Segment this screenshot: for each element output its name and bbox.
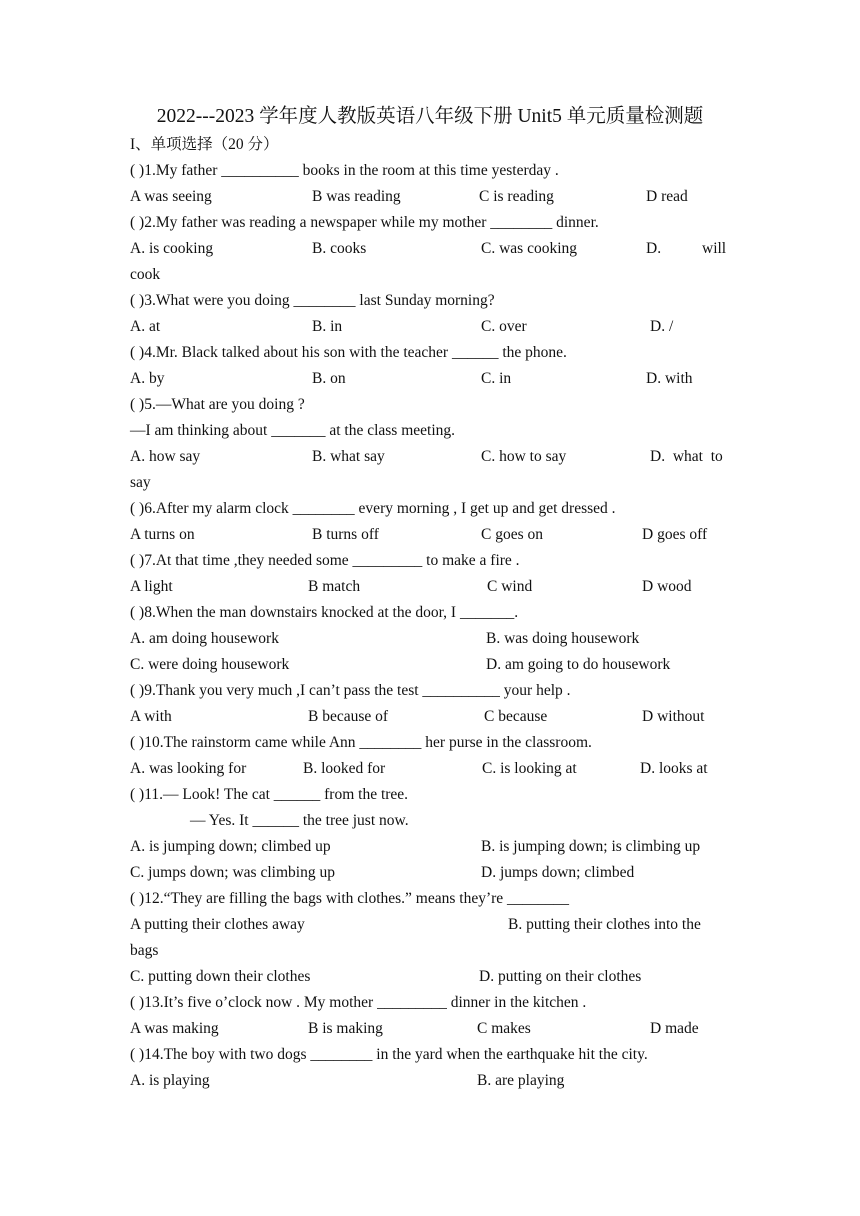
question-12-option-c: C. putting down their clothes <box>130 968 311 985</box>
question-6-option-a: A turns on <box>130 526 195 543</box>
question-2-stem: ( )2.My father was reading a newspaper while my mother ________ dinner. <box>130 214 599 231</box>
question-14-option-a: A. is playing <box>130 1072 210 1089</box>
question-2-option-d-label: D. <box>646 240 662 257</box>
question-13-option-c: C makes <box>477 1020 531 1037</box>
question-2-option-d-text: will <box>702 240 727 257</box>
question-10-option-a: A. was looking for <box>130 760 247 777</box>
question-13-option-a: A was making <box>130 1020 219 1037</box>
question-6-option-b: B turns off <box>312 526 379 543</box>
question-11-option-c: C. jumps down; was climbing up <box>130 864 335 881</box>
question-11-stem-reply: — Yes. It ______ the tree just now. <box>190 812 409 829</box>
question-2-option-d-text-cont: cook <box>130 266 161 283</box>
question-7-option-c: C wind <box>487 578 533 595</box>
question-8-option-a: A. am doing housework <box>130 630 279 647</box>
question-5-option-c: C. how to say <box>481 448 567 465</box>
question-1-option-d: D read <box>646 188 688 205</box>
question-2-option-b: B. cooks <box>312 240 367 257</box>
question-9-option-a: A with <box>130 708 172 725</box>
question-10-option-b: B. looked for <box>303 760 386 777</box>
question-4-option-a: A. by <box>130 370 165 387</box>
question-10-stem: ( )10.The rainstorm came while Ann ________ her purse in the classroom. <box>130 734 592 751</box>
question-4-option-d: D. with <box>646 370 693 387</box>
question-10-option-d: D. looks at <box>640 760 708 777</box>
question-10-option-c: C. is looking at <box>482 760 577 777</box>
question-13-stem: ( )13.It’s five o’clock now . My mother _________ dinner in the kitchen . <box>130 994 587 1011</box>
question-3-stem: ( )3.What were you doing ________ last Sunday morning? <box>130 292 495 309</box>
question-12-option-a: A putting their clothes away <box>130 916 305 933</box>
question-9-stem: ( )9.Thank you very much ,I can’t pass the test __________ your help . <box>130 682 571 699</box>
question-6-option-d: D goes off <box>642 526 708 543</box>
question-8-option-b: B. was doing housework <box>486 630 640 647</box>
question-6-stem: ( )6.After my alarm clock ________ every morning , I get up and get dressed . <box>130 500 616 517</box>
question-12-option-b-cont: bags <box>130 942 159 959</box>
question-8-stem: ( )8.When the man downstairs knocked at the door, I _______. <box>130 604 519 621</box>
question-1-option-b: B was reading <box>312 188 401 205</box>
question-4-stem: ( )4.Mr. Black talked about his son with the teacher ______ the phone. <box>130 344 567 361</box>
question-3-option-b: B. in <box>312 318 343 335</box>
question-5-stem: ( )5.—What are you doing ? <box>130 396 305 413</box>
question-11-option-a: A. is jumping down; climbed up <box>130 838 331 855</box>
question-9-option-b: B because of <box>308 708 389 725</box>
question-5-option-b: B. what say <box>312 448 385 465</box>
question-7-option-d: D wood <box>642 578 692 595</box>
question-7-option-b: B match <box>308 578 361 595</box>
question-12-stem: ( )12.“They are filling the bags with clothes.” means they’re ________ <box>130 890 570 907</box>
question-14-option-b: B. are playing <box>477 1072 565 1089</box>
question-11-option-b: B. is jumping down; is climbing up <box>481 838 701 855</box>
page-title: 2022---2023 学年度人教版英语八年级下册 Unit5 单元质量检测题 <box>156 106 704 127</box>
question-2-option-c: C. was cooking <box>481 240 578 257</box>
question-7-option-a: A light <box>130 578 173 595</box>
question-5-stem-reply: —I am thinking about _______ at the class meeting. <box>130 422 456 439</box>
section-heading: I、单项选择（20 分） <box>130 136 279 153</box>
question-3-option-a: A. at <box>130 318 161 335</box>
question-13-option-d: D made <box>650 1020 699 1037</box>
question-3-option-c: C. over <box>481 318 527 335</box>
question-5-option-d-cont: say <box>130 474 151 491</box>
question-9-option-d: D without <box>642 708 705 725</box>
question-1-stem: ( )1.My father __________ books in the room at this time yesterday . <box>130 162 559 179</box>
question-14-stem: ( )14.The boy with two dogs ________ in the yard when the earthquake hit the city. <box>130 1046 648 1063</box>
question-6-option-c: C goes on <box>481 526 543 543</box>
question-3-option-d: D. / <box>650 318 674 335</box>
question-4-option-c: C. in <box>481 370 512 387</box>
question-12-option-d: D. putting on their clothes <box>479 968 642 985</box>
question-11-stem: ( )11.— Look! The cat ______ from the tree. <box>130 786 409 803</box>
question-8-option-d: D. am going to do housework <box>486 656 671 673</box>
question-8-option-c: C. were doing housework <box>130 656 290 673</box>
question-11-option-d: D. jumps down; climbed <box>481 864 635 881</box>
question-12-option-b: B. putting their clothes into the <box>508 916 701 933</box>
question-5-option-d: D. what to <box>650 448 723 465</box>
question-13-option-b: B is making <box>308 1020 383 1037</box>
question-5-option-a: A. how say <box>130 448 201 465</box>
question-1-option-a: A was seeing <box>130 188 212 205</box>
question-4-option-b: B. on <box>312 370 346 387</box>
question-7-stem: ( )7.At that time ,they needed some _________ to make a fire . <box>130 552 520 569</box>
question-2-option-a: A. is cooking <box>130 240 214 257</box>
question-1-option-c: C is reading <box>479 188 554 205</box>
question-9-option-c: C because <box>484 708 548 725</box>
